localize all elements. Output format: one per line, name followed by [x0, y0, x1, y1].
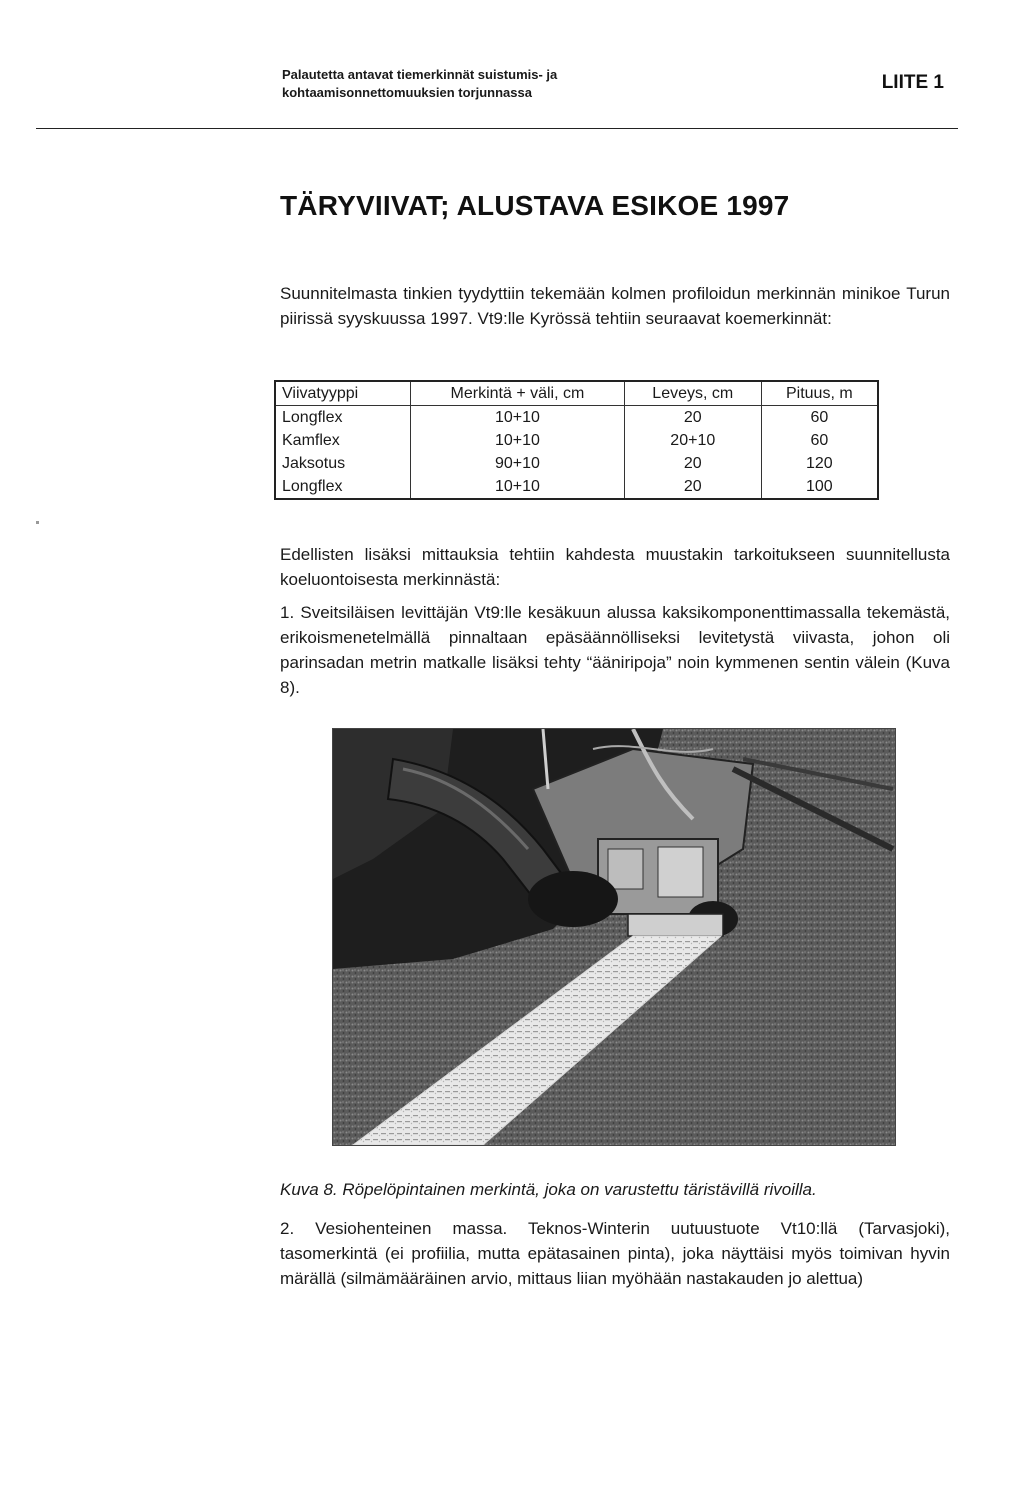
table-cell: 100 [761, 475, 878, 499]
running-header-line-2: kohtaamisonnettomuuksien torjunnassa [282, 85, 532, 100]
test-markings-table [274, 380, 879, 500]
road-marking-machine-illustration [333, 729, 895, 1145]
page-title: TÄRYVIIVAT; ALUSTAVA ESIKOE 1997 [280, 190, 790, 221]
table-cell: 90+10 [411, 452, 625, 475]
table-cell: 20 [624, 406, 761, 430]
list-item-2: 2. Vesiohenteinen massa. Teknos-Winterin uutuustuote Vt10:llä (Tarvasjoki), tasomerkintä (ei profiilia, mutta epätasainen pinta), joka näyttäisi myös toimivan hyvin märällä (silmämääräinen arvio, mittaus liian myöhään nastakauden jo alettua) [280, 1219, 950, 1288]
appendix-label: LIITE 1 [881, 72, 944, 93]
table-cell: Kamflex [275, 429, 411, 452]
list-item-1: 1. Sveitsiläisen levittäjän Vt9:lle kesäkuun alussa kaksikomponenttimassalla tekemästä, erikoismenetelmällä pinnaltaan epäsäännölliseksi levitetystä viivasta, johon oli parinsadan metrin matkalle lisäksi tehty “ääniripoja” noin kymmenen sentin välein (Kuva 8). [280, 603, 950, 697]
table-row [275, 406, 878, 430]
scan-speck [36, 521, 39, 524]
table-row [275, 429, 878, 452]
table-header-cell: Viivatyyppi [275, 381, 411, 406]
figure-caption: Kuva 8. Röpelöpintainen merkintä, joka on varustettu täristävillä rivoilla. [280, 1180, 817, 1199]
table-cell: 60 [761, 406, 878, 430]
additional-measurements-paragraph: Edellisten lisäksi mittauksia tehtiin kahdesta muustakin tarkoitukseen suunnitellusta koeluontoisesta merkinnästä: [280, 545, 950, 589]
table-header-cell: Leveys, cm [624, 381, 761, 406]
running-header [282, 66, 557, 102]
table-cell: Longflex [275, 406, 411, 430]
table-header-row [275, 381, 878, 406]
figure-8-photo [332, 728, 896, 1146]
table-row [275, 452, 878, 475]
table-row [275, 475, 878, 499]
table-cell: 20 [624, 475, 761, 499]
table-cell: Longflex [275, 475, 411, 499]
table-cell: 120 [761, 452, 878, 475]
table-cell: 10+10 [411, 429, 625, 452]
table-header-cell: Pituus, m [761, 381, 878, 406]
table-header-cell: Merkintä + väli, cm [411, 381, 625, 406]
running-header-line-1: Palautetta antavat tiemerkinnät suistumis- ja [282, 67, 558, 82]
table-cell: 20 [624, 452, 761, 475]
header-rule [36, 128, 958, 129]
intro-paragraph: Suunnitelmasta tinkien tyydyttiin tekemään kolmen profiloidun merkinnän minikoe Turun piirissä syyskuussa 1997. Vt9:lle Kyrössä tehtiin seuraavat koemerkinnät: [280, 284, 950, 328]
table-cell: 20+10 [624, 429, 761, 452]
table-cell: 10+10 [411, 475, 625, 499]
table-cell: Jaksotus [275, 452, 411, 475]
table-cell: 10+10 [411, 406, 625, 430]
table-cell: 60 [761, 429, 878, 452]
